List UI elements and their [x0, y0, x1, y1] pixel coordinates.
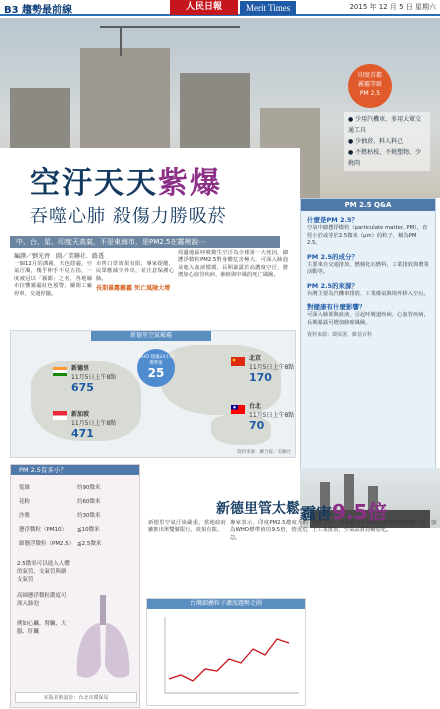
newspaper-logo: 人民日報: [170, 0, 238, 15]
city-taipei: 台北 11月5日上午8點 70: [249, 403, 295, 432]
taiwan-flag-icon: [231, 405, 245, 414]
delhi-headline: 新德里管太鬆: [216, 501, 300, 517]
pm-note: 高細懸浮微粒濃度可深入肺泡: [17, 593, 67, 607]
pm-chart: [146, 598, 306, 706]
qa-question: PM 2.5的來源？: [307, 281, 359, 290]
issue-date: 2015 年 12 月 5 日 星期六: [349, 3, 436, 11]
qa-answer: 主要來自交通排放、燃燒化石燃料、工業排放與農業活動等。: [307, 261, 429, 275]
body-col-3: 周邊地區呼吸衛生空汙為全球第一大死因，細懸浮微粒PM2.5對身體危害極大，可深入肺泡並進入血液循環，長期暴露於高濃度空汙，將增加心血管疾病、肺癌與中風的死亡風險。: [178, 250, 288, 279]
body-col-1: 一個12月的溝霧，天色陰霾，空氣汙濁，幾乎伸手不見五指，一度被冠以「霧都」之名，各地縣市拉響霧霾紅色預警，關閉工廠停車，交通停擺。: [14, 261, 92, 297]
body-col-6: 印度當局一直未能有效管制汽車排放和燃燒垃圾，加上工業排放，空氣品質持續惡化。: [312, 520, 436, 534]
brand-name: Merit Times: [240, 1, 296, 15]
pm-qa-box: [300, 198, 436, 478]
tips-list: [344, 112, 430, 171]
size-row: 沙塵: [19, 513, 31, 519]
tip-item: ● 少用汽機車、多用大眾交通工具: [348, 116, 422, 134]
qa-question: PM 2.5的成分？: [307, 252, 359, 261]
section-title: B3 趨勢最前線: [4, 5, 73, 16]
body-subhead: 長期暴露霧霾 死亡風險大增: [96, 285, 171, 293]
city-new-delhi: 新德里 11月5日上午8點 675: [71, 365, 117, 394]
size-row: 懸浮微粒（PM10）: [19, 527, 68, 533]
qa-question: 什麼是PM 2.5？: [307, 216, 359, 224]
who-badge: WHO 建議24小時標準值 25: [137, 349, 175, 387]
haze-headline: 霾害9.5倍: [300, 500, 388, 524]
city-singapore: 新加坡 11月5日上午8點 471: [71, 411, 117, 440]
body-col-5: 專家表示，印度PM2.5濃度大約為WHO標準值的9.5倍，情況危急。: [230, 520, 308, 541]
pm-badge-text: 印度首都 霧霾等級 PM 2.5: [357, 72, 382, 97]
qa-question: 對健康有什麼影響？: [307, 303, 366, 311]
page-header: [0, 0, 440, 16]
qa-source: 資料來源：環保署、維基百科: [307, 332, 373, 338]
size-row: 細懸浮微粒（PM2.5）: [19, 541, 75, 547]
body-col-2: 市售口罩效果有限，專家提醒，民眾應減少外出，並注意保護心肺。 長期暴露霧霾 死亡風險大增: [96, 261, 174, 293]
pm-note: 2.5微米可以進入人體的氣管、支氣管與細支氣管: [17, 561, 70, 583]
air-map: [10, 330, 296, 458]
sub-headline: 吞噬心肺 殺傷力勝吸菸: [30, 206, 227, 227]
chart-svg: [147, 609, 305, 705]
pm-badge: [348, 64, 392, 108]
main-headline: 空汙天天紫爆: [30, 166, 222, 201]
body-col-4: 新德里空氣汙染嚴重，當地政府雖推出單雙號限行，效果有限。: [148, 520, 226, 534]
size-value: ≦10微米: [77, 527, 100, 533]
chart-series-line: [169, 639, 289, 681]
qa-title: PM 2.5 Q&A: [301, 199, 435, 211]
india-flag-icon: [53, 367, 67, 376]
pm-size-infographic: [10, 464, 140, 708]
size-row: 髮絲: [19, 485, 31, 491]
singapore-flag-icon: [53, 411, 67, 420]
qa-answer: 空氣中細懸浮微粒（particulate matter, PM），直徑小於或等於2.5微米（µm）的粒子，稱為PM 2.5。: [307, 225, 428, 246]
city-beijing: 北京 11月5日上午8點 170: [249, 355, 295, 384]
china-flag-icon: [231, 357, 245, 366]
pm-size-source: 本版美術設計：台北市環保局: [15, 692, 137, 703]
size-value: ≦2.5微米: [77, 541, 102, 547]
tip-item: ● 不燃枯枝、不燒塑物、少燒肉: [348, 149, 422, 167]
chart-title: 台灣細懸粒子濃度趨勢走圖: [147, 599, 305, 609]
qa-answer: 可深入肺部與血液，引起呼吸道疾病、心血管疾病，長期暴露可增加肺癌風險。: [307, 312, 429, 326]
size-value: 約90微米: [77, 485, 101, 491]
kicker-bar: 中、台、星、印度天高氣，不是東海市，是PM2.5在霧裡說⋯: [10, 236, 280, 248]
size-value: 約30微米: [77, 513, 101, 519]
map-title: 新德里空氣霧霾: [91, 331, 211, 341]
qa-answer: 台灣主要為汽機車排放、工業廢氣與境外移入空污。: [307, 290, 429, 297]
pm-size-title: PM 2.5有多小？: [11, 465, 139, 475]
size-value: 約60微米: [77, 499, 101, 505]
size-row: 花粉: [19, 499, 31, 505]
map-source: 資料來源：聯合報／美聯社: [237, 450, 291, 455]
lungs-icon: [73, 595, 133, 685]
tip-item: ● 少抽菸、料人料己: [348, 138, 404, 145]
byline: 編譯／劉光齊 圖／美聯社．路透: [14, 253, 105, 260]
pm-note: 例如心臟、腎臟、大腦、肝臟: [17, 621, 67, 635]
